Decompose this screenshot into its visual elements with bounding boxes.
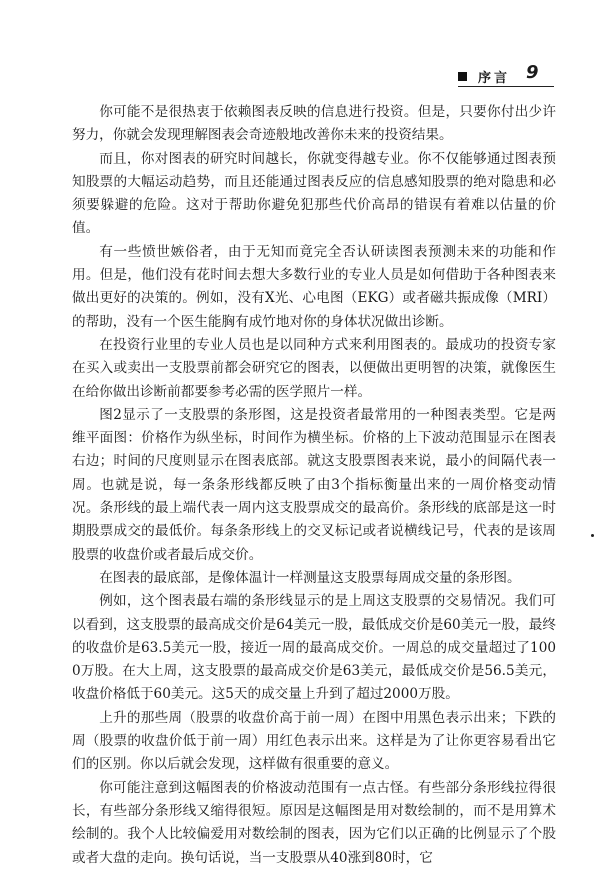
- paragraph-6: 在图表的最底部，是像体温计一样测量这支股票每周成交量的条形图。: [99, 569, 521, 586]
- margin-dot: [591, 534, 594, 537]
- header-rule: [458, 86, 554, 87]
- running-header: [458, 64, 554, 90]
- paragraph-4: 在投资行业里的专业人员也是以同种方式来利用图表的。最成功的投资专家在买入或卖出一支股票前都会研究它的图表，以便做出更明智的决策，就像医生在给你做出诊断前都要参考必需的医学照片一样。: [72, 336, 556, 400]
- body-text: [72, 101, 556, 870]
- paragraph-8: 上升的那些周（股票的收盘价高于前一周）在图中用黑色表示出来；下跌的周（股票的收盘价低于前一周）用红色表示出来。这样是为了让你更容易看出它们的区别。你以后就会发现，这样做有很重要的意义。: [72, 709, 556, 773]
- paragraph-2: 而且，你对图表的研究时间越长，你就变得越专业。你不仅能够通过图表预知股票的大幅运动趋势，而且还能通过图表反应的信息感知股票的绝对隐患和必须要躲避的危险。这对于帮助你避免犯那些代价高昂的错误有着难以估量的价值。: [72, 150, 556, 237]
- paragraph-9: 你可能注意到这幅图表的价格波动范围有一点古怪。有些部分条形线拉得很长，有些部分条形线又缩得很短。原因是这幅图是用对数绘制的，而不是用算术绘制的。我个人比较偏爱用对数绘制的图表，因为它们以正确的比例显示了个股或者大盘的走向。换句话说，当一支股票从40涨到80时，它: [72, 779, 556, 866]
- paragraph-1: 你可能不是很热衷于依赖图表反映的信息进行投资。但是，只要你付出少许努力，你就会发现理解图表会奇迹般地改善你未来的投资结果。: [72, 104, 556, 144]
- header-square-marker: [458, 72, 467, 81]
- paragraph-5: 图2显示了一支股票的条形图，这是投资者最常用的一种图表类型。它是两维平面图：价格作为纵坐标，时间作为横坐标。价格的上下波动范围显示在图表右边；时间的尺度则显示在图表底部。就这支股票图表来说，最小的间隔代表一周。也就是说，每一条条形线都反映了由3个指标衡量出来的一周价格变动情况。条形线的最上端代表一周内这支股票成交的最高价。条形线的底部是这一时期股票成交的最低价。每条条形线上的交叉标记或者说横线记号，代表的是该周股票的收盘价或者最后成交价。: [72, 406, 556, 563]
- paragraph-3: 有一些愤世嫉俗者，由于无知而竟完全否认研读图表预测未来的功能和作用。但是，他们没有花时间去想大多数行业的专业人员是如何借助于各种图表来做出更好的决策的。例如，没有X光、心电图（EKG）或者磁共振成像（MRI）的帮助，没有一个医生能胸有成竹地对你的身体状况做出诊断。: [72, 243, 556, 330]
- header-title: 序言: [478, 71, 511, 86]
- page-number: 9: [526, 62, 539, 83]
- paragraph-7: 例如，这个图表最右端的条形线显示的是上周这支股票的交易情况。我们可以看到，这支股票的最高成交价是64美元一股，最低成交价是60美元一股，最终的收盘价是63.5美元一股，接近一周的最高成交价。一周总的成交量超过了1000万股。在大上周，这支股票的最高成交价是63美元，最低成交价是56.5美元，收盘价格低于60美元。这5天的成交量上升到了超过2000万股。: [72, 593, 556, 703]
